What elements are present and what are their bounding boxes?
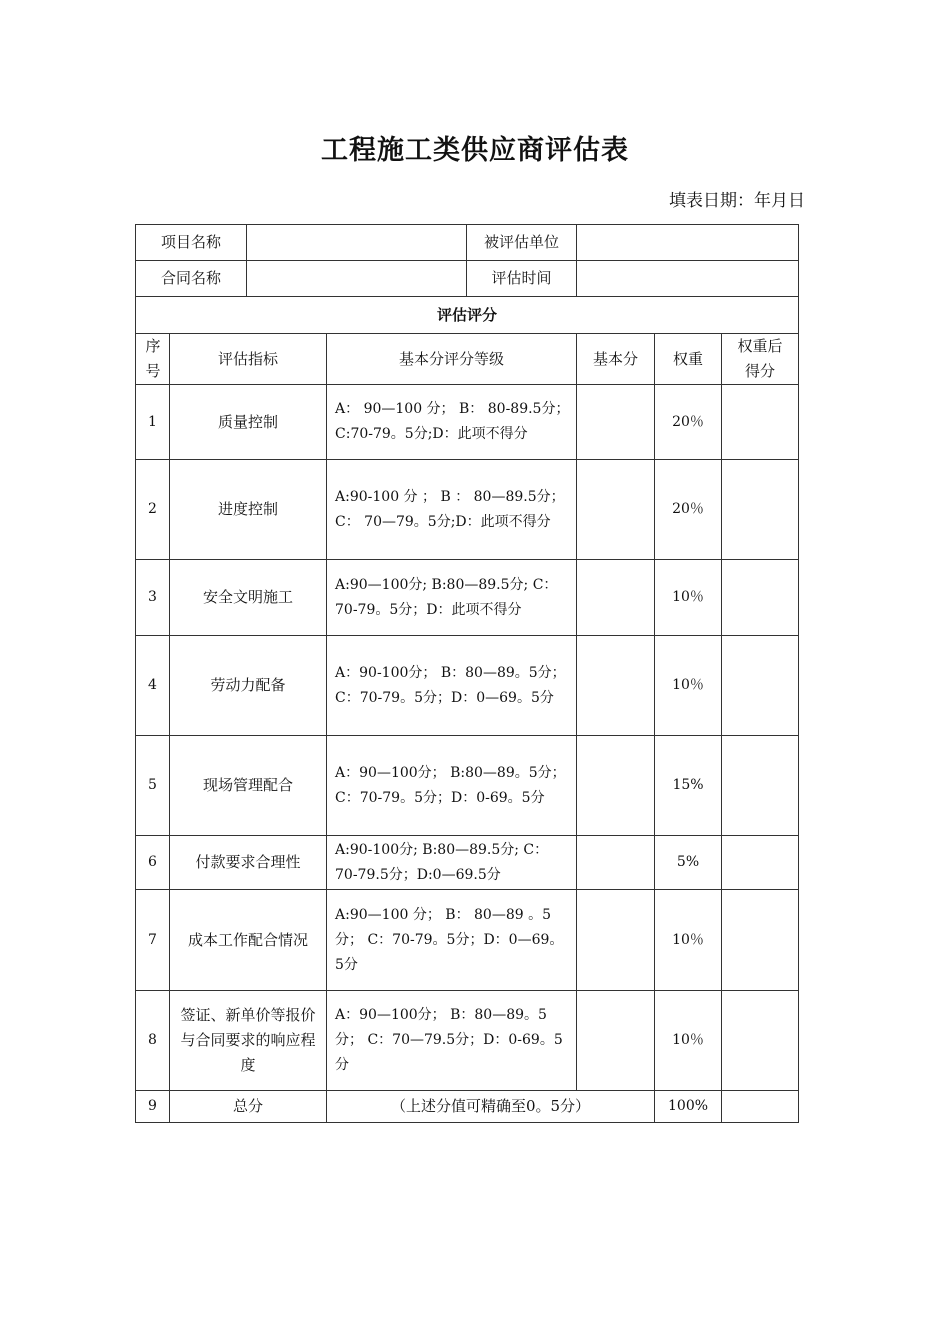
row-base-score[interactable]	[577, 991, 655, 1091]
table-row	[136, 460, 799, 560]
row-criteria: A:90-100分; B:80—89.5分; C：70-79.5分；D:0—69.5分	[327, 836, 577, 890]
contract-name-label: 合同名称	[136, 261, 247, 297]
row-indicator: 进度控制	[170, 460, 327, 560]
row-criteria: A：90-100分； B：80—89。5分； C：70-79。5分；D：0—69。5分	[327, 636, 577, 736]
row-indicator: 成本工作配合情况	[170, 890, 327, 991]
row-seq: 5	[136, 736, 170, 836]
row-indicator: 劳动力配备	[170, 636, 327, 736]
row-weighted-score[interactable]	[722, 636, 799, 736]
header-weighted-score: 权重后得分	[722, 334, 799, 385]
info-row-contract	[136, 261, 799, 297]
table-row	[136, 636, 799, 736]
evaluation-table	[135, 224, 799, 1123]
row-indicator: 质量控制	[170, 385, 327, 460]
total-weight: 100%	[655, 1091, 722, 1123]
row-seq: 1	[136, 385, 170, 460]
table-row	[136, 836, 799, 890]
row-weight: 5%	[655, 836, 722, 890]
row-seq: 6	[136, 836, 170, 890]
row-weighted-score[interactable]	[722, 385, 799, 460]
row-weighted-score[interactable]	[722, 460, 799, 560]
row-weighted-score[interactable]	[722, 890, 799, 991]
row-weighted-score[interactable]	[722, 560, 799, 636]
project-name-label: 项目名称	[136, 225, 247, 261]
total-weighted-score[interactable]	[722, 1091, 799, 1123]
row-weight: 20％	[655, 385, 722, 460]
row-criteria: A：90—100分； B：80—89。5分； C：70—79.5分；D：0-69。5分	[327, 991, 577, 1091]
contract-name-field[interactable]	[247, 261, 467, 297]
eval-time-label: 评估时间	[467, 261, 577, 297]
total-label: 总分	[170, 1091, 327, 1123]
total-seq: 9	[136, 1091, 170, 1123]
fill-date-label: 填表日期：年月日	[669, 191, 805, 211]
table-row	[136, 736, 799, 836]
header-weight: 权重	[655, 334, 722, 385]
row-weight: 15%	[655, 736, 722, 836]
evaluated-unit-label: 被评估单位	[467, 225, 577, 261]
row-indicator: 签证、新单价等报价与合同要求的响应程度	[170, 991, 327, 1091]
row-weight: 10％	[655, 991, 722, 1091]
row-criteria: A： 90—100 分； B： 80-89.5分； C:70-79。5分;D：此项不得分	[327, 385, 577, 460]
row-weighted-score[interactable]	[722, 736, 799, 836]
row-seq: 4	[136, 636, 170, 736]
row-weighted-score[interactable]	[722, 991, 799, 1091]
row-criteria: A：90—100分； B:80—89。5分； C：70-79。5分；D：0-69。5分	[327, 736, 577, 836]
table-row	[136, 560, 799, 636]
form-title: 工程施工类供应商评估表	[321, 135, 629, 166]
row-indicator: 付款要求合理性	[170, 836, 327, 890]
row-base-score[interactable]	[577, 890, 655, 991]
table-row	[136, 385, 799, 460]
section-row	[136, 297, 799, 334]
row-weight: 10％	[655, 890, 722, 991]
info-row-project	[136, 225, 799, 261]
header-row	[136, 334, 799, 385]
row-base-score[interactable]	[577, 460, 655, 560]
header-indicator: 评估指标	[170, 334, 327, 385]
row-weighted-score[interactable]	[722, 836, 799, 890]
project-name-field[interactable]	[247, 225, 467, 261]
row-base-score[interactable]	[577, 385, 655, 460]
section-title: 评估评分	[136, 297, 799, 334]
row-indicator: 安全文明施工	[170, 560, 327, 636]
row-criteria: A:90-100 分 ； B ： 80—89.5分； C： 70—79。5分;D：此项不得分	[327, 460, 577, 560]
row-seq: 8	[136, 991, 170, 1091]
total-row	[136, 1091, 799, 1123]
eval-time-field[interactable]	[577, 261, 799, 297]
evaluated-unit-field[interactable]	[577, 225, 799, 261]
row-criteria: A:90—100 分； B： 80—89 。5分； C：70-79。5分；D：0—69。5分	[327, 890, 577, 991]
header-seq: 序号	[136, 334, 170, 385]
row-seq: 2	[136, 460, 170, 560]
row-base-score[interactable]	[577, 836, 655, 890]
row-seq: 7	[136, 890, 170, 991]
row-base-score[interactable]	[577, 736, 655, 836]
table-row	[136, 890, 799, 991]
total-note: （上述分值可精确至0。5分）	[327, 1091, 655, 1123]
row-seq: 3	[136, 560, 170, 636]
row-base-score[interactable]	[577, 636, 655, 736]
row-criteria: A:90—100分; B:80—89.5分; C：70-79。5分；D：此项不得分	[327, 560, 577, 636]
row-weight: 10％	[655, 636, 722, 736]
row-base-score[interactable]	[577, 560, 655, 636]
header-criteria: 基本分评分等级	[327, 334, 577, 385]
row-indicator: 现场管理配合	[170, 736, 327, 836]
header-base-score: 基本分	[577, 334, 655, 385]
table-row	[136, 991, 799, 1091]
row-weight: 20％	[655, 460, 722, 560]
row-weight: 10％	[655, 560, 722, 636]
